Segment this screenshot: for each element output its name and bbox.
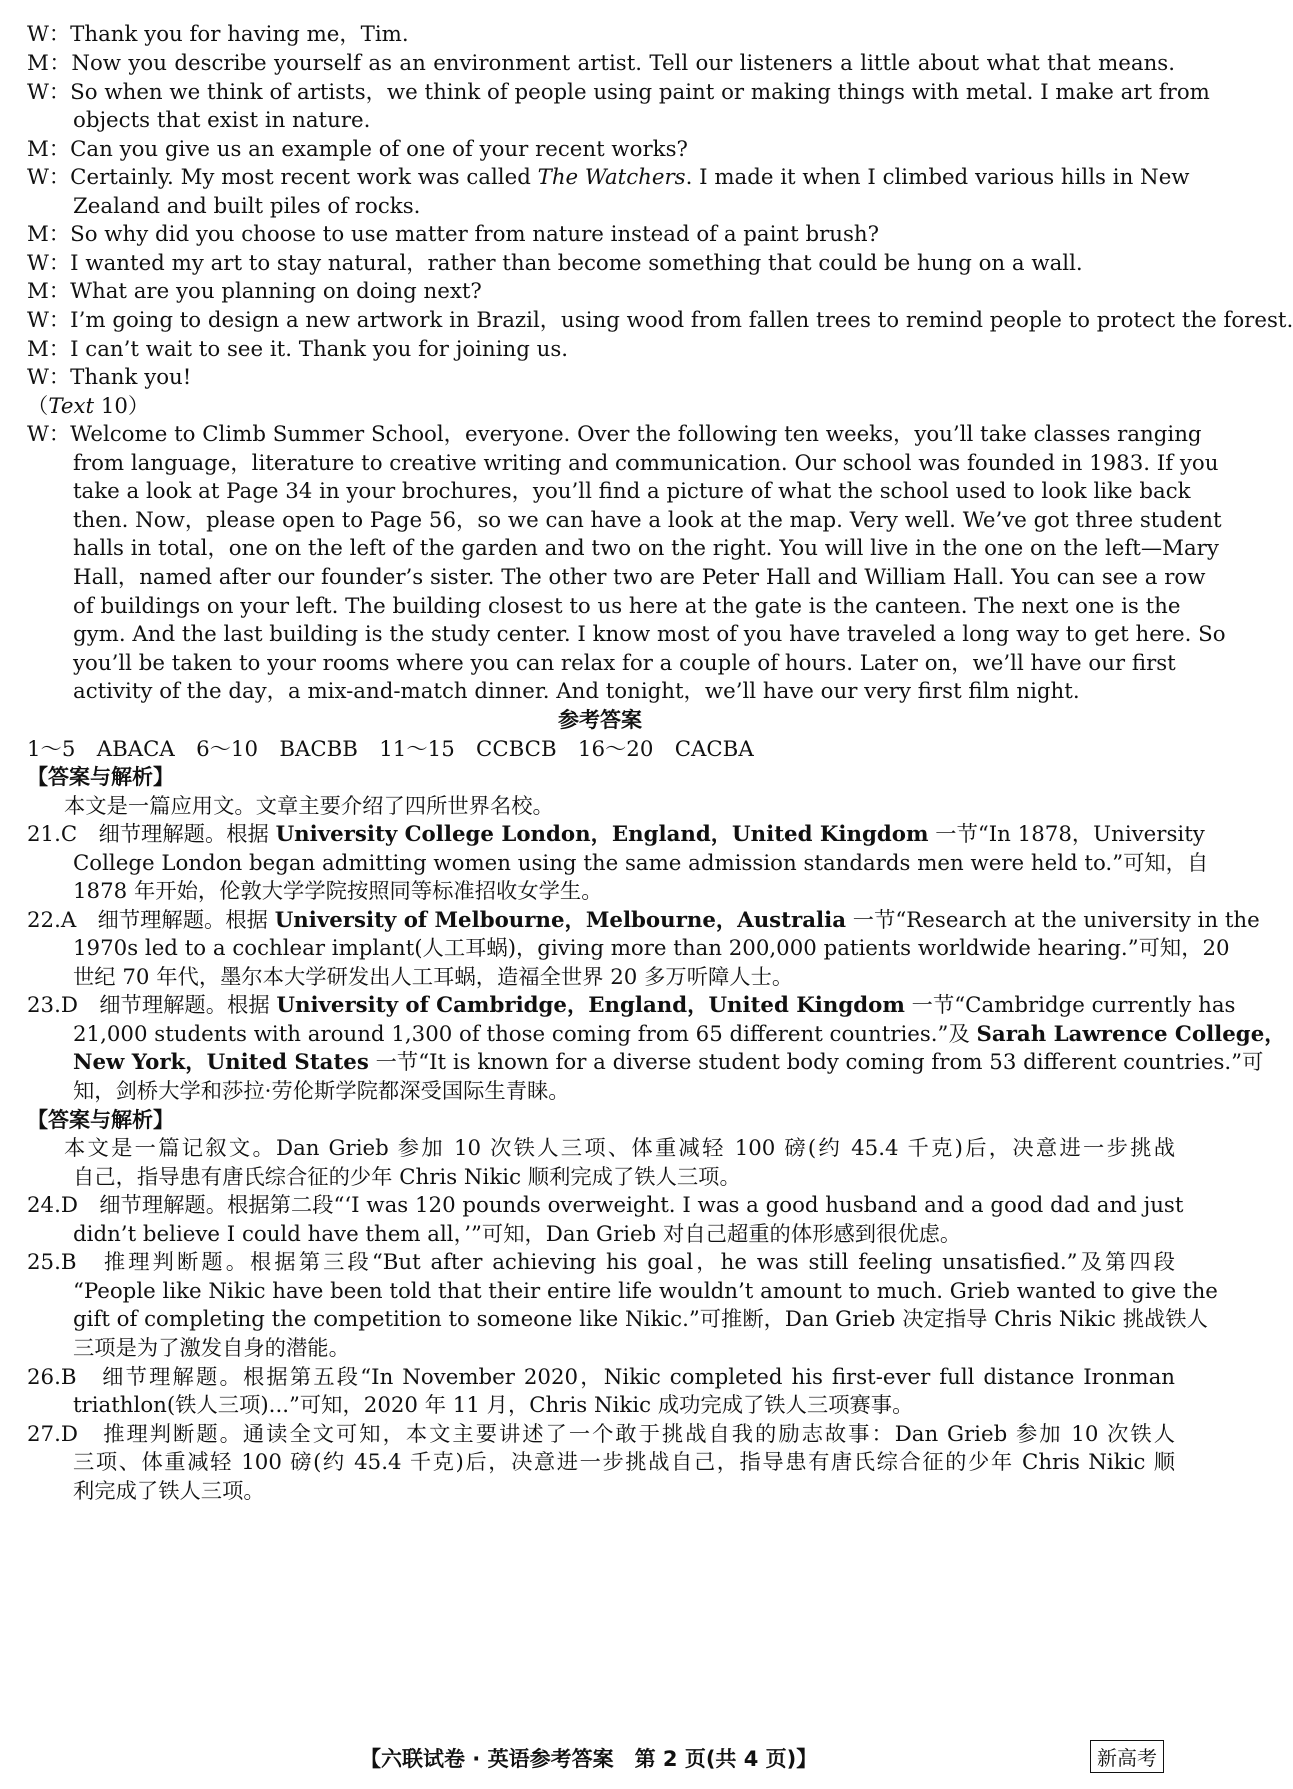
monologue-line: of buildings on your left. The building closest to us here at the gate is the canteen. The next one is the [73,594,1181,619]
section-ref: University of Melbourne，Melbourne，Australia [274,908,847,933]
answer-item-25: 25.B 推理判断题。根据第三段“But after achieving his goal，he was still feeling unsatisfied.”及第四段 [27,1250,1175,1275]
answer-text: 23.D 细节理解题。根据 [27,993,277,1018]
passage-intro: 本文是一篇记叙文。Dan Grieb 参加 10 次铁人三项、体重减轻 100 磅(约 45.4 千克)后，决意进一步挑战 [64,1136,1175,1161]
answer-line: 三项是为了激发自身的潜能。 [73,1336,350,1361]
monologue-line: gym. And the last building is the study center. I know most of you have traveled a long way to get here. So [73,622,1226,647]
answer-text: 21.C 细节理解题。根据 [27,822,276,847]
answer-line: 世纪 70 年代，墨尔本大学研发出人工耳蜗，造福全世界 20 多万听障人士。 [73,965,794,990]
answer-key-line: 1～5 ABACA 6～10 BACBB 11～15 CCBCB 16～20 CACBA [27,737,754,762]
passage-intro: 本文是一篇应用文。文章主要介绍了四所世界名校。 [64,794,554,819]
dialogue-line: W：I’m going to design a new artwork in Brazil，using wood from fallen trees to remind people to protect the forest. [27,308,1293,333]
dialogue-line: W：Thank you for having me，Tim. [27,22,409,47]
passage-intro: 自己，指导患有唐氏综合征的少年 Chris Nikic 顺利完成了铁人三项。 [73,1165,741,1190]
answer-line: gift of completing the competition to someone like Nikic.”可推断，Dan Grieb 决定指导 Chris Nikic 挑战铁人 [73,1307,1208,1332]
footer-page-info: 【六联试卷 · 英语参考答案 第 2 页(共 4 页)】 [360,1747,818,1771]
dialogue-text: W：Certainly. My most recent work was called [27,165,538,190]
dialogue-line: M：Now you describe yourself as an environment artist. Tell our listeners a little about what that means. [27,51,1175,76]
monologue-line: halls in total，one on the left of the garden and two on the right. You will live in the one on the left—Mary [73,536,1219,561]
answer-line: College London began admitting women using the same admission standards men were held to.”可知，自 [73,851,1209,876]
text10-number: 10） [94,394,150,419]
answer-line: 知，剑桥大学和莎拉·劳伦斯学院都深受国际生青睐。 [73,1079,570,1104]
exam-type-badge: 新高考 [1090,1740,1164,1773]
section-ref: University College London，England，United Kingdom [275,822,929,847]
answer-text: 22.A 细节理解题。根据 [27,908,275,933]
section-ref: University of Cambridge，England，United Kingdom [276,993,905,1018]
dialogue-line: W：Thank you! [27,365,192,390]
analysis-label: 【答案与解析】 [27,1108,174,1132]
answer-line: 1878 年开始，伦敦大学学院按照同等标准招收女学生。 [73,879,603,904]
dialogue-line: M：Can you give us an example of one of your recent works? [27,137,688,162]
dialogue-line: W：I wanted my art to stay natural，rather than become something that could be hung on a wall. [27,251,1083,276]
monologue-line: activity of the day，a mix-and-match dinner. And tonight，we’ll have our very first film night. [73,679,1080,704]
answer-text: 一节“In 1878，University [928,822,1205,847]
page-footer [0,1740,1200,1776]
dialogue-text: . I made it when I climbed various hills in New [685,165,1190,190]
answer-line: 1970s led to a cochlear implant(人工耳蜗)，giving more than 200,000 patients worldwide hearing.”可知，20 [73,936,1230,961]
section-ref: Sarah Lawrence College， [976,1022,1286,1047]
monologue-line: you’ll be taken to your rooms where you can relax for a couple of hours. Later on，we’ll have our first [73,651,1176,676]
answer-line: triathlon(铁人三项)...”可知，2020 年 11 月，Chris Nikic 成功完成了铁人三项赛事。 [73,1393,914,1418]
dialogue-line: M：So why did you choose to use matter from nature instead of a paint brush? [27,222,880,247]
text10-word: Text [48,394,95,419]
monologue-line: then. Now，please open to Page 56，so we can have a look at the map. Very well. We’ve got three student [73,508,1222,533]
answer-line: “People like Nikic have been told that their entire life wouldn’t amount to much. Grieb wanted to give the [73,1279,1218,1304]
answer-text: 一节“It is known for a diverse student body coming from 53 different countries.”可 [368,1050,1264,1075]
answer-item-24: 24.D 细节理解题。根据第二段“‘I was 120 pounds overweight. I was a good husband and a good dad and just [27,1193,1184,1218]
dialogue-line: objects that exist in nature. [73,108,371,133]
dialogue-line: W：So when we think of artists，we think of people using paint or making things with metal. I make art from [27,80,1210,105]
dialogue-line: M：What are you planning on doing next? [27,279,482,304]
dialogue-line: Zealand and built piles of rocks. [73,194,421,219]
answer-line: 三项、体重减轻 100 磅(约 45.4 千克)后，决意进一步挑战自己，指导患有唐氏综合征的少年 Chris Nikic 顺 [73,1450,1175,1475]
answers-heading: 参考答案 [558,708,642,732]
answer-line: didn’t believe I could have them all，’”可知，Dan Grieb 对自己超重的体形感到很优虑。 [73,1222,962,1247]
monologue-line: W：Welcome to Climb Summer School，everyone. Over the following ten weeks，you’ll take classes ranging [27,422,1202,447]
section-ref: New York，United States [73,1050,369,1075]
artwork-title: The Watchers [537,165,686,190]
text10-paren: （ [27,394,49,419]
answer-text: 一节“Research at the university in the [846,908,1260,933]
answer-line: 利完成了铁人三项。 [73,1479,265,1504]
dialogue-line: M：I can’t wait to see it. Thank you for joining us. [27,337,569,362]
analysis-label: 【答案与解析】 [27,765,174,789]
monologue-line: take a look at Page 34 in your brochures，you’ll find a picture of what the school used to look like back [73,479,1191,504]
answer-item-27: 27.D 推理判断题。通读全文可知，本文主要讲述了一个敢于挑战自我的励志故事：Dan Grieb 参加 10 次铁人 [27,1422,1175,1447]
monologue-line: from language，literature to creative writing and communication. Our school was founded in 1983. If you [73,451,1219,476]
answer-text: 21,000 students with around 1,300 of those coming from 65 different countries.”及 [73,1022,977,1047]
answer-item-26: 26.B 细节理解题。根据第五段“In November 2020，Nikic completed his first-ever full distance Ironman [27,1365,1175,1390]
answer-text: 一节“Cambridge currently has [904,993,1236,1018]
monologue-line: Hall，named after our founder’s sister. The other two are Peter Hall and William Hall. You can see a row [73,565,1206,590]
